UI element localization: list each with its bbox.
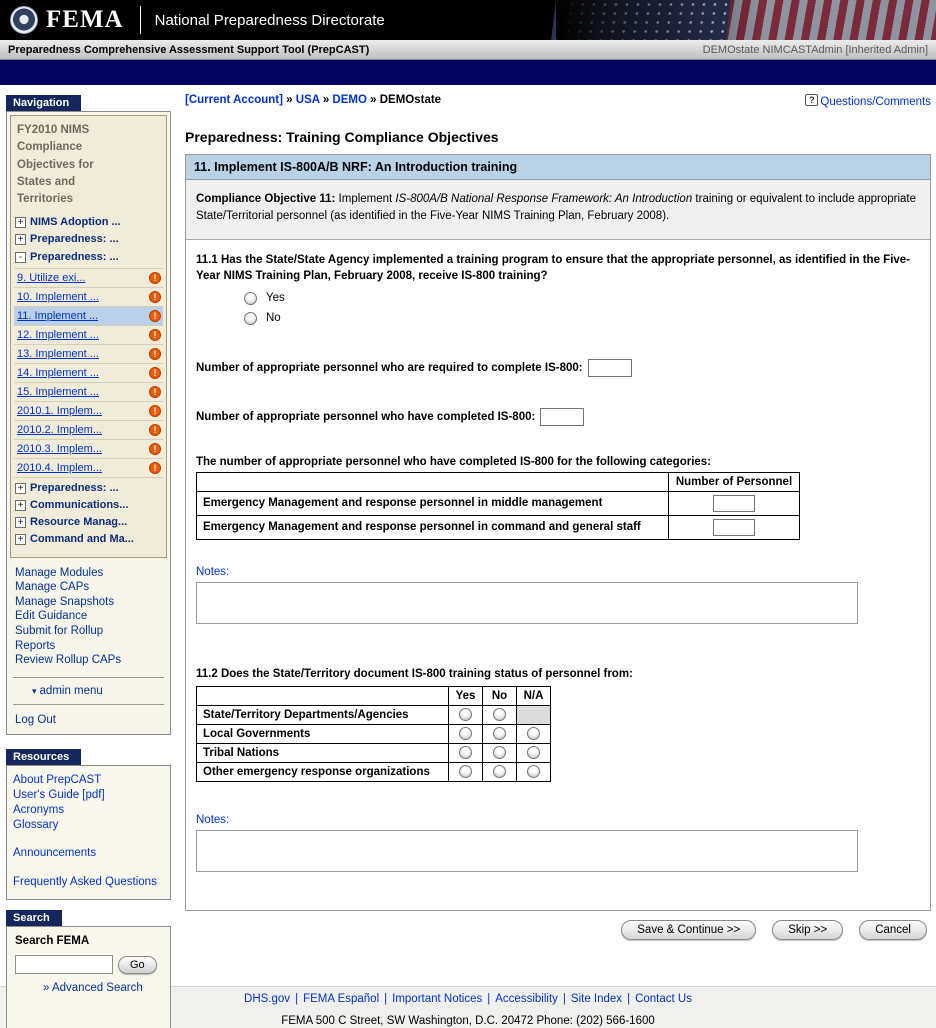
breadcrumb-separator: »: [319, 94, 333, 106]
resources-group: [13, 846, 164, 861]
sidebar-link[interactable]: Manage CAPs: [15, 581, 90, 594]
footer-link[interactable]: Important Notices: [392, 993, 483, 1005]
tree-item-link[interactable]: 11. Implement ...: [17, 309, 99, 322]
alert-icon: !: [149, 443, 161, 455]
resource-link[interactable]: Acronyms: [13, 803, 65, 816]
personnel-count-input[interactable]: [713, 519, 755, 536]
fema-logo: FEMA: [46, 6, 124, 33]
navy-accent-bar: [0, 60, 936, 85]
radio-button[interactable]: [527, 727, 540, 740]
tree-item-link[interactable]: 9. Utilize exi...: [17, 271, 86, 284]
question-11-2: 11.2 Does the State/Territory document IS-800 training status of personnel from:: [196, 667, 633, 680]
tree-item-link[interactable]: 10. Implement ...: [17, 290, 99, 303]
tree-item-link[interactable]: 2010.1. Implem...: [17, 404, 102, 417]
breadcrumb-separator: »: [282, 94, 296, 106]
breadcrumb-link[interactable]: DEMO: [332, 94, 367, 106]
doc-row-label: Other emergency response organizations: [197, 762, 449, 781]
navigation-header: Navigation: [6, 95, 81, 111]
navigation-panel: [6, 111, 171, 735]
radio-button[interactable]: [459, 708, 472, 721]
expand-plus-icon[interactable]: +: [15, 483, 26, 494]
save-continue-button[interactable]: Save & Continue >>: [621, 920, 756, 940]
radio-button[interactable]: [493, 708, 506, 721]
alert-icon: !: [149, 405, 161, 417]
resource-link[interactable]: About PrepCAST: [13, 773, 102, 786]
sidebar-link[interactable]: Reports: [15, 639, 56, 652]
search-header: Search: [6, 910, 62, 926]
notes-label-1: Notes:: [196, 565, 230, 578]
objective-text-suffix: training or equivalent to include appropriate State/Territorial personnel (as identified in the Five-Year NIMS Training Plan, February 2008).: [196, 193, 916, 222]
alert-icon: !: [149, 329, 161, 341]
radio-label: No: [266, 312, 281, 325]
expand-plus-icon[interactable]: +: [15, 500, 26, 511]
directorate-title: National Preparedness Directorate: [154, 11, 385, 29]
tree-group-bottom-2[interactable]: [15, 516, 162, 529]
radio-button[interactable]: [527, 765, 540, 778]
tree-group-top-1[interactable]: [15, 233, 162, 246]
footer-link[interactable]: FEMA Español: [303, 993, 380, 1005]
skip-button[interactable]: Skip >>: [772, 920, 843, 940]
us-flag-image: [556, 0, 936, 40]
tree-group-bottom-3[interactable]: [15, 533, 162, 546]
tree-group-top-0[interactable]: [15, 216, 162, 229]
form-buttons: [185, 920, 931, 940]
footer-link[interactable]: Accessibility: [495, 993, 558, 1005]
tree-item[interactable]: [14, 306, 163, 325]
search-fema-label: Search FEMA: [15, 935, 90, 948]
doc-row: [197, 724, 551, 743]
doc-row-label: Local Governments: [197, 724, 449, 743]
required-personnel-label: Number of appropriate personnel who are required to complete IS-800:: [196, 361, 583, 374]
radio-button[interactable]: [493, 727, 506, 740]
footer-separator: |: [295, 993, 299, 1005]
doc-col-yes: Yes: [449, 686, 483, 705]
tree-group-bottom-1[interactable]: [15, 499, 162, 512]
breadcrumb-link[interactable]: [Current Account]: [185, 94, 283, 106]
doc-header-row: [197, 686, 551, 705]
radio-label: Yes: [266, 292, 285, 305]
radio-button[interactable]: [527, 746, 540, 759]
resources-group: [13, 773, 164, 833]
doc-row: [197, 743, 551, 762]
main-content: [185, 94, 931, 940]
tree-item[interactable]: [14, 382, 163, 401]
sidebar-link[interactable]: Manage Modules: [15, 566, 104, 579]
footer-address: FEMA 500 C Street, SW Washington, D.C. 20472 Phone: (202) 566-1600: [0, 1010, 936, 1028]
doc-radio-cell: [449, 743, 483, 762]
objective-label: Compliance Objective 11:: [196, 193, 336, 205]
resource-link[interactable]: Glossary: [13, 818, 59, 831]
tree-group-label: Communications...: [30, 499, 129, 511]
doc-row: [197, 762, 551, 781]
tree-item-link[interactable]: 2010.4. Implem...: [17, 461, 102, 474]
tree-item-link[interactable]: 2010.2. Implem...: [17, 423, 102, 436]
tree-group-label: NIMS Adoption ...: [30, 216, 121, 229]
tree-item-link[interactable]: 15. Implement ...: [17, 385, 99, 398]
search-input[interactable]: [15, 955, 113, 974]
required-personnel-row: [196, 359, 920, 377]
admin-menu-label: admin menu: [39, 684, 103, 697]
questions-comments-link[interactable]: Questions/Comments: [820, 96, 931, 108]
breadcrumb-separator: »: [366, 94, 380, 106]
logged-in-user: DEMOstate NIMCASTAdmin [Inherited Admin]: [702, 43, 928, 56]
tree-groups-top: [14, 216, 163, 264]
completed-personnel-row: [196, 408, 920, 426]
top-header-bar: [0, 0, 936, 40]
category-label: Emergency Management and response personnel in command and general staff: [197, 515, 669, 539]
categories-header-empty: [197, 472, 669, 491]
advanced-search-link[interactable]: » Advanced Search: [43, 982, 143, 995]
tree-group-label: Preparedness: ...: [30, 481, 119, 494]
doc-header-empty: [197, 686, 449, 705]
sidebar-link[interactable]: Manage Snapshots: [15, 595, 115, 608]
tree-group-bottom-0[interactable]: [15, 482, 162, 495]
alert-icon: !: [149, 291, 161, 303]
tree-item[interactable]: [14, 344, 163, 363]
breadcrumb: [185, 94, 441, 106]
tree-item[interactable]: [14, 363, 163, 382]
objectives-tree: [10, 115, 167, 558]
footer-separator: |: [627, 993, 631, 1005]
radio-button[interactable]: [459, 765, 472, 778]
admin-menu[interactable]: [10, 685, 167, 697]
document-status-table: [196, 686, 551, 782]
tree-item[interactable]: [14, 439, 163, 458]
expand-plus-icon[interactable]: +: [15, 234, 26, 245]
number-of-personnel-header: Number of Personnel: [669, 472, 800, 491]
expand-plus-icon[interactable]: +: [15, 217, 26, 228]
collapse-minus-icon[interactable]: -: [15, 252, 26, 263]
alert-icon: !: [149, 386, 161, 398]
alert-icon: !: [149, 462, 161, 474]
radio-option-yes: [244, 292, 920, 305]
expand-plus-icon[interactable]: +: [15, 517, 26, 528]
doc-radio-cell: [483, 724, 517, 743]
resources-header: Resources: [6, 749, 81, 765]
doc-col-no: No: [483, 686, 517, 705]
tree-group-label: Preparedness: ...: [30, 250, 119, 263]
tree-group-label: Preparedness: ...: [30, 233, 119, 246]
breadcrumb-current: DEMOstate: [379, 94, 442, 106]
footer-link[interactable]: Contact Us: [635, 993, 692, 1005]
doc-radio-cell: [517, 762, 551, 781]
doc-radio-cell: [517, 724, 551, 743]
tree-item[interactable]: [14, 458, 163, 478]
tree-item[interactable]: [14, 325, 163, 344]
category-value-cell: [669, 515, 800, 539]
question-11-1-options: [196, 292, 920, 325]
tree-item[interactable]: [14, 401, 163, 420]
app-title: Preparedness Comprehensive Assessment Support Tool (PrepCAST): [8, 43, 370, 56]
radio-button[interactable]: [493, 765, 506, 778]
objective-form: [185, 154, 931, 911]
logout-link[interactable]: Log Out: [15, 713, 56, 726]
app-bar: [0, 40, 936, 60]
resources-group: [13, 875, 164, 890]
sidebar-link[interactable]: Submit for Rollup: [15, 624, 104, 637]
footer-separator: |: [384, 993, 388, 1005]
objective-section-header: 11. Implement IS-800A/B NRF: An Introduction training: [186, 155, 930, 180]
notes-label-2: Notes:: [196, 813, 230, 826]
notes-textarea-2[interactable]: [196, 830, 858, 872]
doc-radio-cell: [449, 705, 483, 724]
tree-item-link[interactable]: 13. Implement ...: [17, 347, 99, 360]
personnel-count-input[interactable]: [713, 495, 755, 512]
page-title: Preparedness: Training Compliance Objectives: [185, 129, 499, 145]
alert-icon: !: [149, 310, 161, 322]
categories-table: [196, 472, 800, 540]
tree-item[interactable]: [14, 420, 163, 439]
tree-items: [14, 268, 163, 478]
footer-separator: |: [562, 993, 566, 1005]
sidebar-divider: [13, 704, 164, 705]
tree-item-link[interactable]: 14. Implement ...: [17, 366, 99, 379]
dhs-seal-icon: [10, 6, 38, 34]
caret-down-icon: ▾: [32, 685, 37, 696]
categories-row: [197, 491, 800, 515]
categories-header-row: [197, 472, 800, 491]
radio-button[interactable]: [493, 746, 506, 759]
doc-radio-cell: [483, 762, 517, 781]
required-personnel-input[interactable]: [588, 359, 632, 377]
resources-panel: [6, 765, 171, 901]
radio-option-no: [244, 312, 920, 325]
resource-link[interactable]: Frequently Asked Questions: [13, 876, 157, 889]
header-divider: [140, 6, 141, 34]
categories-label: The number of appropriate personnel who have completed IS-800 for the following categories:: [196, 455, 712, 468]
notes-textarea-1[interactable]: [196, 582, 858, 624]
completed-personnel-label: Number of appropriate personnel who have completed IS-800:: [196, 410, 536, 423]
search-panel: [6, 926, 171, 1028]
question-11-1: 11.1 Has the State/State Agency implemented a training program to ensure that the appropriate personnel, as identified in the Five-Year NIMS Training Plan, February 2008, receive IS-800 training?: [196, 254, 911, 283]
radio-button[interactable]: [244, 312, 257, 325]
doc-radio-cell: [449, 724, 483, 743]
tree-title: FY2010 NIMS Compliance Objectives for States and Territories: [17, 124, 94, 205]
help-icon: ?: [805, 94, 818, 106]
breadcrumb-link[interactable]: USA: [295, 94, 320, 106]
tree-groups-bottom: [14, 482, 163, 547]
objective-text: Implement: [335, 193, 396, 205]
footer-link[interactable]: DHS.gov: [244, 993, 291, 1005]
sidebar: [6, 95, 171, 1028]
categories-row: [197, 515, 800, 539]
tree-group-top-2[interactable]: [15, 251, 162, 264]
doc-na-disabled-cell: [517, 705, 551, 724]
doc-radio-cell: [517, 743, 551, 762]
doc-radio-cell: [483, 743, 517, 762]
tree-item-link[interactable]: 2010.3. Implem...: [17, 442, 102, 455]
sidebar-link[interactable]: Review Rollup CAPs: [15, 654, 122, 667]
search-go-button[interactable]: Go: [118, 956, 157, 974]
alert-icon: !: [149, 272, 161, 284]
questions-comments: [805, 94, 931, 108]
doc-radio-cell: [483, 705, 517, 724]
tree-group-label: Resource Manag...: [30, 516, 128, 529]
alert-icon: !: [149, 348, 161, 360]
tree-item-link[interactable]: 12. Implement ...: [17, 328, 99, 341]
completed-personnel-input[interactable]: [540, 408, 584, 426]
doc-row: [197, 705, 551, 724]
doc-radio-cell: [449, 762, 483, 781]
category-label: Emergency Management and response personnel in middle management: [197, 491, 669, 515]
tree-item[interactable]: [14, 287, 163, 306]
category-value-cell: [669, 491, 800, 515]
radio-button[interactable]: [459, 746, 472, 759]
footer-link[interactable]: Site Index: [570, 993, 623, 1005]
radio-button[interactable]: [459, 727, 472, 740]
tool-links: [10, 558, 167, 670]
cancel-button[interactable]: Cancel: [859, 920, 927, 940]
radio-button[interactable]: [244, 292, 257, 305]
doc-row-label: Tribal Nations: [197, 743, 449, 762]
doc-row-label: State/Territory Departments/Agencies: [197, 705, 449, 724]
resource-link[interactable]: Announcements: [13, 847, 97, 860]
footer-separator: |: [487, 993, 491, 1005]
sidebar-link[interactable]: Edit Guidance: [15, 610, 88, 623]
compliance-objective-text: [186, 180, 930, 240]
objective-course-name: IS-800A/B National Response Framework: An Introduction: [395, 193, 693, 205]
resource-link[interactable]: User's Guide [pdf]: [13, 788, 105, 801]
sidebar-divider: [13, 677, 164, 678]
expand-plus-icon[interactable]: +: [15, 534, 26, 545]
tree-item[interactable]: [14, 268, 163, 287]
alert-icon: !: [149, 367, 161, 379]
alert-icon: !: [149, 424, 161, 436]
tree-group-label: Command and Ma...: [30, 533, 134, 546]
doc-col-na: N/A: [517, 686, 551, 705]
